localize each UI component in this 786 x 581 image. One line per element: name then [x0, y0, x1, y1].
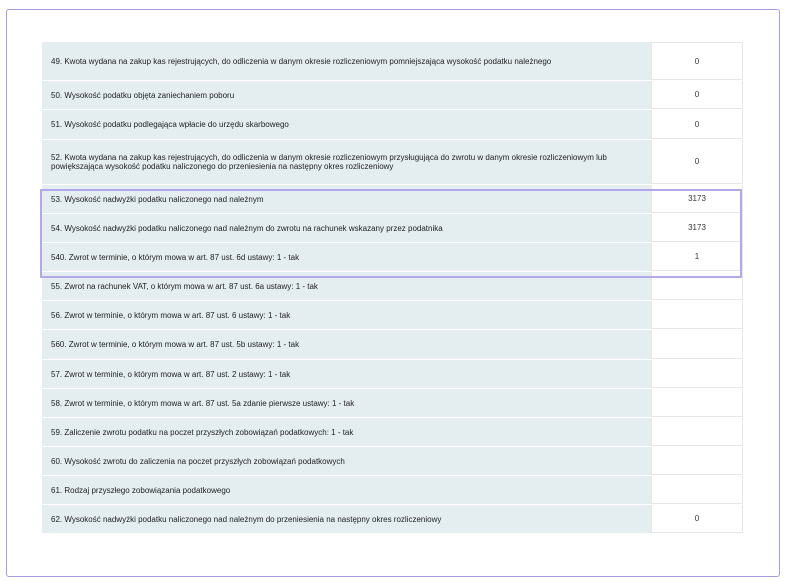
row-value — [651, 476, 743, 504]
table-row — [42, 81, 743, 110]
row-value — [651, 272, 743, 300]
table-row — [42, 418, 743, 447]
vat-declaration-table — [42, 42, 743, 534]
row-label: 52. Kwota wydana na zakup kas rejestrujących, do odliczenia w danym okresie rozliczeniowym przysługująca do zwrotu w danym okresie rozliczeniowym lub powiększająca wysokość podatku naliczonego do przeniesienia na następny okres rozliczeniowy — [42, 140, 651, 184]
row-label: 50. Wysokość podatku objęta zaniechaniem poboru — [42, 81, 651, 109]
row-value: 0 — [651, 505, 743, 533]
row-label: 57. Zwrot w terminie, o którym mowa w art. 87 ust. 2 ustawy: 1 - tak — [42, 360, 651, 388]
row-value: 0 — [651, 110, 743, 139]
table-row — [42, 42, 743, 81]
row-label: 53. Wysokość nadwyżki podatku naliczonego nad należnym — [42, 185, 651, 213]
row-label: 60. Wysokość zwrotu do zaliczenia na poczet przyszłych zobowiązań podatkowych — [42, 447, 651, 475]
table-row — [42, 330, 743, 360]
table-row — [42, 301, 743, 330]
row-value: 0 — [651, 81, 743, 109]
row-label: 56. Zwrot w terminie, o którym mowa w art. 87 ust. 6 ustawy: 1 - tak — [42, 301, 651, 329]
table-row — [42, 110, 743, 140]
table-row — [42, 389, 743, 418]
table-row — [42, 214, 743, 243]
row-value — [651, 389, 743, 417]
table-row — [42, 272, 743, 301]
row-label: 560. Zwrot w terminie, o którym mowa w art. 87 ust. 5b ustawy: 1 - tak — [42, 330, 651, 359]
row-label: 59. Zaliczenie zwrotu podatku na poczet przyszłych zobowiązań podatkowych: 1 - tak — [42, 418, 651, 446]
row-value — [651, 330, 743, 359]
row-value — [651, 360, 743, 388]
table-row — [42, 476, 743, 505]
table-row — [42, 243, 743, 272]
row-value: 3173 — [651, 185, 743, 213]
table-row — [42, 505, 743, 534]
row-label: 55. Zwrot na rachunek VAT, o którym mowa w art. 87 ust. 6a ustawy: 1 - tak — [42, 272, 651, 300]
table-row — [42, 185, 743, 214]
row-value — [651, 301, 743, 329]
row-value — [651, 447, 743, 475]
row-label: 54. Wysokość nadwyżki podatku naliczonego nad należnym do zwrotu na rachunek wskazany przez podatnika — [42, 214, 651, 242]
row-value — [651, 418, 743, 446]
row-label: 62. Wysokość nadwyżki podatku naliczonego nad należnym do przeniesienia na następny okres rozliczeniowy — [42, 505, 651, 533]
row-value: 1 — [651, 243, 743, 271]
row-value: 3173 — [651, 214, 743, 242]
table-row — [42, 140, 743, 185]
row-label: 61. Rodzaj przyszłego zobowiązania podatkowego — [42, 476, 651, 504]
row-label: 58. Zwrot w terminie, o którym mowa w art. 87 ust. 5a zdanie pierwsze ustawy: 1 - tak — [42, 389, 651, 417]
row-label: 49. Kwota wydana na zakup kas rejestrujących, do odliczenia w danym okresie rozliczeniowym pomniejszająca wysokość podatku należnego — [42, 42, 651, 80]
row-value: 0 — [651, 42, 743, 80]
table-row — [42, 447, 743, 476]
row-label: 51. Wysokość podatku podlegająca wpłacie do urzędu skarbowego — [42, 110, 651, 139]
table-row — [42, 360, 743, 389]
row-label: 540. Zwrot w terminie, o którym mowa w art. 87 ust. 6d ustawy: 1 - tak — [42, 243, 651, 271]
row-value: 0 — [651, 140, 743, 184]
